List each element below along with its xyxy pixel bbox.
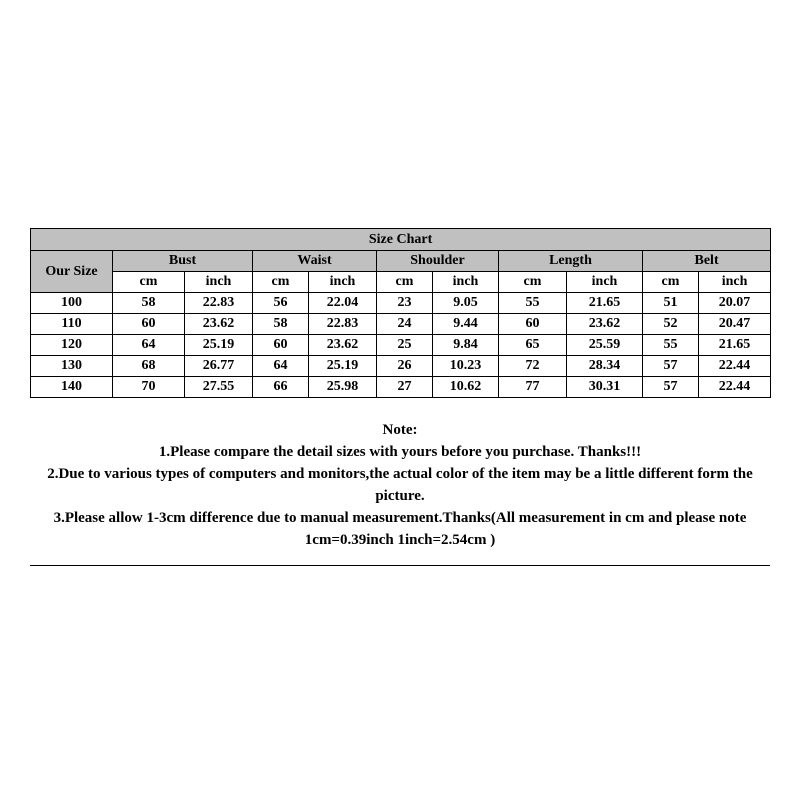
table-cell: 30.31 <box>567 377 643 398</box>
table-cell: 72 <box>499 356 567 377</box>
table-cell: 24 <box>377 314 433 335</box>
table-cell: 9.05 <box>433 293 499 314</box>
table-cell: 20.07 <box>699 293 771 314</box>
length-header: Length <box>499 251 643 272</box>
table-cell: 28.34 <box>567 356 643 377</box>
table-cell: 22.44 <box>699 377 771 398</box>
table-cell: 10.23 <box>433 356 499 377</box>
table-cell: 26.77 <box>185 356 253 377</box>
unit-header: cm <box>499 272 567 293</box>
table-row <box>31 377 771 398</box>
size-chart-sheet <box>30 228 770 566</box>
bust-header: Bust <box>113 251 253 272</box>
table-row <box>31 356 771 377</box>
table-cell: 23.62 <box>567 314 643 335</box>
size-cell: 130 <box>31 356 113 377</box>
table-cell: 10.62 <box>433 377 499 398</box>
table-cell: 56 <box>253 293 309 314</box>
chart-title: Size Chart <box>31 229 771 251</box>
table-cell: 22.04 <box>309 293 377 314</box>
note-section <box>30 398 770 566</box>
table-cell: 60 <box>499 314 567 335</box>
table-cell: 58 <box>253 314 309 335</box>
table-cell: 22.83 <box>309 314 377 335</box>
table-cell: 52 <box>643 314 699 335</box>
table-cell: 22.44 <box>699 356 771 377</box>
size-cell: 110 <box>31 314 113 335</box>
table-cell: 20.47 <box>699 314 771 335</box>
note-line-3: 3.Please allow 1-3cm difference due to manual measurement.Thanks(All measurement in cm and please note 1cm=0.39inch 1inch=2.54cm ) <box>53 510 747 548</box>
table-cell: 55 <box>643 335 699 356</box>
table-cell: 70 <box>113 377 185 398</box>
table-row <box>31 314 771 335</box>
note-title: Note: <box>382 422 418 438</box>
table-cell: 25.98 <box>309 377 377 398</box>
table-cell: 58 <box>113 293 185 314</box>
unit-header: inch <box>309 272 377 293</box>
unit-header: inch <box>185 272 253 293</box>
table-cell: 60 <box>253 335 309 356</box>
table-cell: 57 <box>643 356 699 377</box>
note-line-1: 1.Please compare the detail sizes with yours before you purchase. Thanks!!! <box>158 444 642 460</box>
table-cell: 64 <box>113 335 185 356</box>
table-cell: 25.59 <box>567 335 643 356</box>
table-cell: 26 <box>377 356 433 377</box>
table-cell: 9.44 <box>433 314 499 335</box>
unit-header: cm <box>377 272 433 293</box>
belt-header: Belt <box>643 251 771 272</box>
table-cell: 22.83 <box>185 293 253 314</box>
table-cell: 21.65 <box>699 335 771 356</box>
table-cell: 25.19 <box>309 356 377 377</box>
unit-header: inch <box>567 272 643 293</box>
table-row <box>31 293 771 314</box>
table-cell: 9.84 <box>433 335 499 356</box>
unit-header: cm <box>113 272 185 293</box>
table-cell: 25 <box>377 335 433 356</box>
table-cell: 23.62 <box>309 335 377 356</box>
table-cell: 21.65 <box>567 293 643 314</box>
table-cell: 27 <box>377 377 433 398</box>
unit-header: cm <box>643 272 699 293</box>
waist-header: Waist <box>253 251 377 272</box>
table-cell: 55 <box>499 293 567 314</box>
table-cell: 65 <box>499 335 567 356</box>
table-cell: 27.55 <box>185 377 253 398</box>
table-cell: 25.19 <box>185 335 253 356</box>
table-row <box>31 335 771 356</box>
unit-header: inch <box>433 272 499 293</box>
unit-header: inch <box>699 272 771 293</box>
size-cell: 100 <box>31 293 113 314</box>
table-cell: 66 <box>253 377 309 398</box>
table-cell: 77 <box>499 377 567 398</box>
table-cell: 60 <box>113 314 185 335</box>
table-cell: 51 <box>643 293 699 314</box>
table-cell: 57 <box>643 377 699 398</box>
size-chart-table <box>30 228 771 398</box>
shoulder-header: Shoulder <box>377 251 499 272</box>
note-line-2: 2.Due to various types of computers and monitors,the actual color of the item may be a little different form the picture. <box>47 466 753 504</box>
our-size-header: Our Size <box>31 251 113 293</box>
size-cell: 120 <box>31 335 113 356</box>
table-cell: 64 <box>253 356 309 377</box>
table-cell: 68 <box>113 356 185 377</box>
size-cell: 140 <box>31 377 113 398</box>
table-cell: 23 <box>377 293 433 314</box>
table-cell: 23.62 <box>185 314 253 335</box>
unit-header: cm <box>253 272 309 293</box>
